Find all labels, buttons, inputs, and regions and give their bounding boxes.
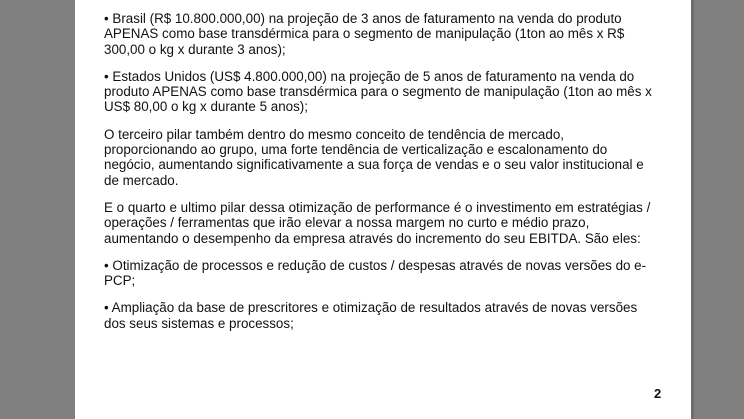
text-line: dos seus sistemas e processos; [104,315,294,331]
text-line: O terceiro pilar também dentro do mesmo conceito de tendência de mercado, [104,126,564,142]
document-page [75,0,691,419]
text-line: de mercado. [104,172,179,188]
paragraph-prescriber-base [104,300,674,331]
text-line: E o quarto e ultimo pilar dessa otimização de performance é o investimento em estratégias / [104,199,651,215]
text-line: • Brasil (R$ 10.800.000,00) na projeção de 3 anos de faturamento na venda do produto [104,11,622,26]
text-line: operações / ferramentas que irão elevar a nossa margem no curto e médio prazo, [104,215,590,231]
text-line: • Ampliação da base de prescritores e otimização de resultados através de novas versões [104,300,638,316]
page-number: 2 [654,386,662,401]
text-line: negócio, aumentando significativamente a sua força de vendas e o seu valor institucional e [104,157,644,173]
text-line: • Estados Unidos (US$ 4.800.000,00) na projeção de 5 anos de faturamento na venda do [104,68,635,84]
text-line: PCP; [104,273,136,289]
text-line: aumentando o desempenho da empresa através do incremento do seu EBITDA. São eles: [104,230,641,246]
page-shadow [691,0,694,419]
paragraph-us-projection [104,69,674,115]
text-line: proporcionando ao grupo, uma forte tendência de verticalização e escalonamento do [104,142,608,158]
paragraph-third-pillar [104,127,674,188]
paragraph-process-optimization [104,258,674,289]
paragraph-brasil-projection [104,11,674,57]
text-line: • Otimização de processos e redução de custos / despesas através de novas versões do e- [104,257,647,273]
text-line: produto APENAS como base transdérmica para o segmento de manipulação (1ton ao mês x [104,84,652,100]
text-line: US$ 80,00 o kg x durante 5 anos); [104,99,308,115]
page-content [104,11,674,343]
text-line: APENAS como base transdérmica para o segmento de manipulação (1ton ao mês x R$ [104,26,625,42]
paragraph-fourth-pillar [104,200,674,246]
text-line: 300,00 o kg x durante 3 anos); [104,41,286,57]
